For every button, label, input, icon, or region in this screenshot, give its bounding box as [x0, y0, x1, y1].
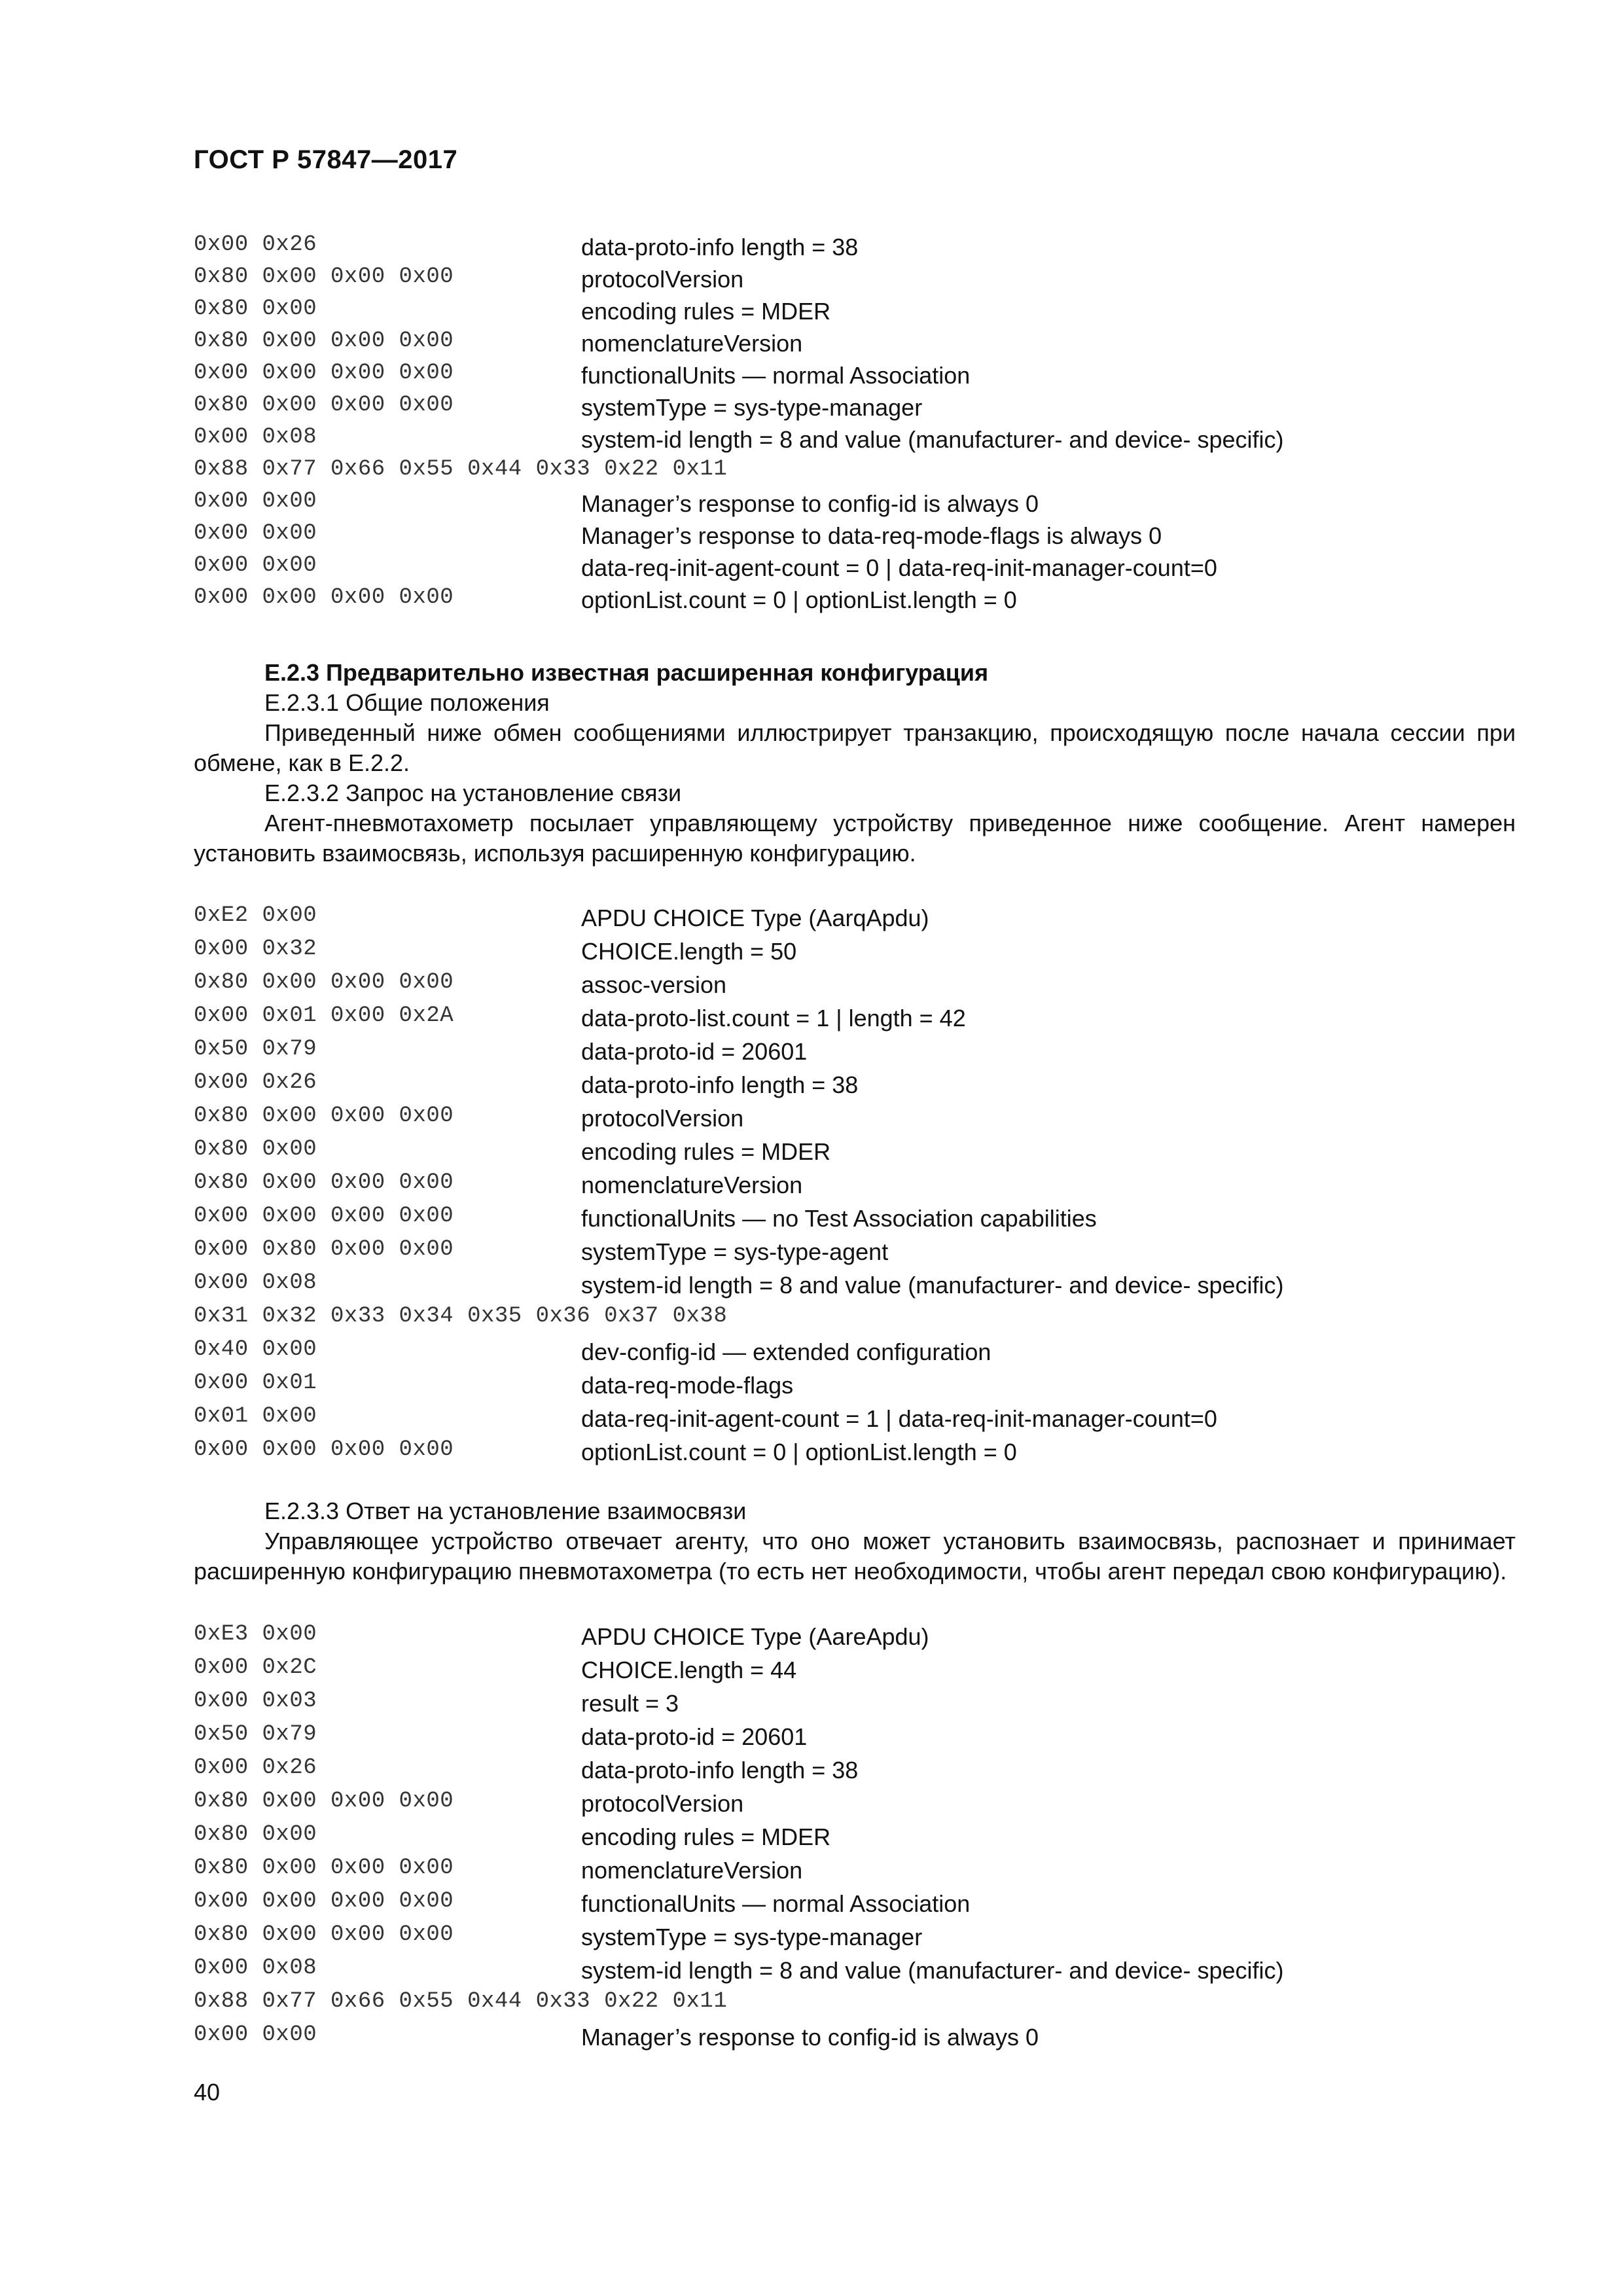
- hex-bytes: 0x80 0x00 0x00 0x00: [194, 1103, 454, 1128]
- hex-description: Manager’s response to data-req-mode-flags is always 0: [581, 522, 1162, 549]
- hex-row: [194, 1889, 1516, 1922]
- hex-bytes: 0x50 0x79: [194, 1037, 317, 1062]
- hex-row: [194, 521, 1516, 553]
- hex-row: [194, 1655, 1516, 1689]
- hex-bytes: 0x00 0x00: [194, 489, 317, 514]
- hex-row: [194, 1622, 1516, 1655]
- hex-description: CHOICE.length = 44: [581, 1657, 797, 1683]
- page-number: 40: [194, 2079, 221, 2106]
- hex-bytes: 0x00 0x08: [194, 425, 317, 450]
- subsection-title-e231: Е.2.3.1 Общие положения: [264, 689, 550, 716]
- hex-bytes: 0x00 0x32: [194, 937, 317, 961]
- hex-row: [194, 937, 1516, 970]
- hex-bytes: 0x80 0x00 0x00 0x00: [194, 1789, 454, 1814]
- hex-description: system-id length = 8 and value (manufacturer- and device- specific): [581, 426, 1284, 453]
- hex-row: [194, 232, 1516, 264]
- paragraph-e233: Управляющее устройство отвечает агенту, что оно может установить взаимосвязь, распознает и принимает расширенную конфигурацию пневмотахометра (то есть нет необходимости, чтобы агент передал свою конфигурацию).: [194, 1528, 1516, 1585]
- hex-bytes: 0x80 0x00 0x00 0x00: [194, 1856, 454, 1880]
- hex-bytes: 0x00 0x00: [194, 553, 317, 578]
- document-header-id: ГОСТ Р 57847—2017: [194, 145, 458, 174]
- hex-description: data-proto-list.count = 1 | length = 42: [581, 1005, 966, 1031]
- hex-bytes: 0x00 0x00 0x00 0x00: [194, 1204, 454, 1229]
- hex-description: nomenclatureVersion: [581, 1857, 803, 1884]
- hex-description: protocolVersion: [581, 1790, 744, 1817]
- hex-description: Manager’s response to config-id is always 0: [581, 490, 1039, 517]
- hex-row: [194, 1003, 1516, 1037]
- hex-row: [194, 1689, 1516, 1722]
- hex-description: systemType = sys-type-manager: [581, 394, 923, 421]
- hex-row: [194, 1404, 1516, 1437]
- hex-bytes: 0x00 0x00: [194, 2022, 317, 2047]
- hex-description: data-proto-info length = 38: [581, 1757, 859, 1784]
- hex-description: data-req-mode-flags: [581, 1372, 794, 1399]
- hex-row: [194, 393, 1516, 425]
- hex-description: APDU CHOICE Type (AareApdu): [581, 1623, 929, 1650]
- hex-description: functionalUnits — normal Association: [581, 362, 971, 389]
- hex-bytes: 0x40 0x00: [194, 1337, 317, 1362]
- hex-description: result = 3: [581, 1690, 679, 1717]
- hex-row: [194, 1856, 1516, 1889]
- hex-bytes: 0x00 0x2C: [194, 1655, 317, 1680]
- hex-description: protocolVersion: [581, 1105, 744, 1132]
- hex-description: assoc-version: [581, 971, 727, 998]
- hex-dump-block-config-response: [194, 232, 1516, 617]
- hex-row: [194, 1989, 1516, 2022]
- hex-row: [194, 1337, 1516, 1371]
- hex-row: [194, 1922, 1516, 1956]
- hex-row: [194, 1204, 1516, 1237]
- hex-row: [194, 329, 1516, 361]
- hex-row: [194, 1070, 1516, 1103]
- hex-description: optionList.count = 0 | optionList.length = 0: [581, 586, 1017, 613]
- hex-bytes: 0x80 0x00 0x00 0x00: [194, 970, 454, 995]
- hex-bytes: 0xE2 0x00: [194, 903, 317, 928]
- hex-bytes: 0x00 0x00: [194, 521, 317, 546]
- hex-row: [194, 1956, 1516, 1989]
- hex-row: [194, 903, 1516, 937]
- hex-row: [194, 1789, 1516, 1822]
- hex-bytes: 0x00 0x03: [194, 1689, 317, 1713]
- hex-bytes: 0x88 0x77 0x66 0x55 0x44 0x33 0x22 0x11: [194, 1989, 728, 2014]
- hex-bytes: 0x00 0x80 0x00 0x00: [194, 1237, 454, 1262]
- hex-bytes: 0x00 0x26: [194, 1070, 317, 1095]
- paragraph-e231: Приведенный ниже обмен сообщениями иллюстрирует транзакцию, происходящую после начала сессии при обмене, как в Е.2.2.: [194, 719, 1516, 776]
- hex-row: [194, 457, 1516, 489]
- hex-description: data-req-init-agent-count = 1 | data-req-init-manager-count=0: [581, 1405, 1217, 1432]
- hex-description: encoding rules = MDER: [581, 1138, 831, 1165]
- hex-bytes: 0x00 0x01 0x00 0x2A: [194, 1003, 454, 1028]
- hex-row: [194, 970, 1516, 1003]
- hex-description: encoding rules = MDER: [581, 1823, 831, 1850]
- hex-bytes: 0x80 0x00 0x00 0x00: [194, 329, 454, 353]
- hex-description: dev-config-id — extended configuration: [581, 1338, 991, 1365]
- hex-row: [194, 1755, 1516, 1789]
- hex-description: functionalUnits — no Test Association capabilities: [581, 1205, 1097, 1232]
- hex-row: [194, 361, 1516, 393]
- hex-description: system-id length = 8 and value (manufacturer- and device- specific): [581, 1272, 1284, 1299]
- hex-bytes: 0x80 0x00: [194, 296, 317, 321]
- hex-description: functionalUnits — normal Association: [581, 1890, 971, 1917]
- hex-bytes: 0x50 0x79: [194, 1722, 317, 1747]
- hex-description: APDU CHOICE Type (AarqApdu): [581, 905, 929, 931]
- hex-row: [194, 1304, 1516, 1337]
- hex-row: [194, 1103, 1516, 1137]
- hex-row: [194, 1237, 1516, 1270]
- hex-description: data-req-init-agent-count = 0 | data-req-init-manager-count=0: [581, 554, 1217, 581]
- paragraph-e232: Агент-пневмотахометр посылает управляющему устройству приведенное ниже сообщение. Агент намерен установить взаимосвязь, используя расширенную конфигурацию.: [194, 810, 1516, 867]
- hex-row: [194, 1137, 1516, 1170]
- hex-row: [194, 1270, 1516, 1304]
- hex-description: optionList.count = 0 | optionList.length = 0: [581, 1439, 1017, 1465]
- hex-row: [194, 1371, 1516, 1404]
- hex-bytes: 0x00 0x00 0x00 0x00: [194, 1437, 454, 1462]
- hex-bytes: 0x80 0x00 0x00 0x00: [194, 264, 454, 289]
- hex-bytes: 0x88 0x77 0x66 0x55 0x44 0x33 0x22 0x11: [194, 457, 728, 482]
- hex-description: CHOICE.length = 50: [581, 938, 797, 965]
- hex-bytes: 0x00 0x08: [194, 1270, 317, 1295]
- hex-row: [194, 489, 1516, 521]
- hex-bytes: 0x00 0x26: [194, 232, 317, 257]
- hex-description: data-proto-id = 20601: [581, 1038, 808, 1065]
- hex-row: [194, 1170, 1516, 1204]
- hex-dump-block-aare: [194, 1622, 1516, 2056]
- document-page: [194, 0, 1516, 2296]
- hex-row: [194, 2022, 1516, 2056]
- hex-bytes: 0x80 0x00: [194, 1137, 317, 1162]
- hex-row: [194, 585, 1516, 617]
- hex-row: [194, 1437, 1516, 1471]
- hex-row: [194, 296, 1516, 329]
- hex-bytes: 0x80 0x00 0x00 0x00: [194, 1922, 454, 1947]
- hex-bytes: 0x00 0x00 0x00 0x00: [194, 1889, 454, 1914]
- hex-description: nomenclatureVersion: [581, 1172, 803, 1198]
- hex-description: data-proto-info length = 38: [581, 1071, 859, 1098]
- hex-row: [194, 1722, 1516, 1755]
- hex-bytes: 0x31 0x32 0x33 0x34 0x35 0x36 0x37 0x38: [194, 1304, 728, 1329]
- hex-bytes: 0x01 0x00: [194, 1404, 317, 1429]
- hex-bytes: 0x80 0x00 0x00 0x00: [194, 1170, 454, 1195]
- hex-row: [194, 553, 1516, 585]
- hex-row: [194, 1037, 1516, 1070]
- hex-bytes: 0x80 0x00: [194, 1822, 317, 1847]
- hex-bytes: 0x00 0x00 0x00 0x00: [194, 585, 454, 610]
- hex-description: systemType = sys-type-agent: [581, 1238, 889, 1265]
- hex-description: systemType = sys-type-manager: [581, 1924, 923, 1950]
- hex-description: encoding rules = MDER: [581, 298, 831, 325]
- hex-description: protocolVersion: [581, 266, 744, 293]
- hex-row: [194, 264, 1516, 296]
- subsection-title-e233: Е.2.3.3 Ответ на установление взаимосвязи: [264, 1498, 747, 1524]
- hex-row: [194, 1822, 1516, 1856]
- section-title-e23: Е.2.3 Предварительно известная расширенная конфигурация: [264, 659, 989, 686]
- hex-description: data-proto-info length = 38: [581, 234, 859, 260]
- hex-description: Manager’s response to config-id is always 0: [581, 2024, 1039, 2051]
- hex-bytes: 0x00 0x00 0x00 0x00: [194, 361, 454, 386]
- hex-bytes: 0x00 0x01: [194, 1371, 317, 1395]
- hex-description: nomenclatureVersion: [581, 330, 803, 357]
- hex-dump-block-aarq: [194, 903, 1516, 1471]
- hex-description: data-proto-id = 20601: [581, 1723, 808, 1750]
- hex-description: system-id length = 8 and value (manufacturer- and device- specific): [581, 1957, 1284, 1984]
- hex-row: [194, 425, 1516, 457]
- hex-bytes: 0xE3 0x00: [194, 1622, 317, 1647]
- subsection-title-e232: Е.2.3.2 Запрос на установление связи: [264, 780, 682, 806]
- hex-bytes: 0x00 0x26: [194, 1755, 317, 1780]
- hex-bytes: 0x80 0x00 0x00 0x00: [194, 393, 454, 418]
- hex-bytes: 0x00 0x08: [194, 1956, 317, 1981]
